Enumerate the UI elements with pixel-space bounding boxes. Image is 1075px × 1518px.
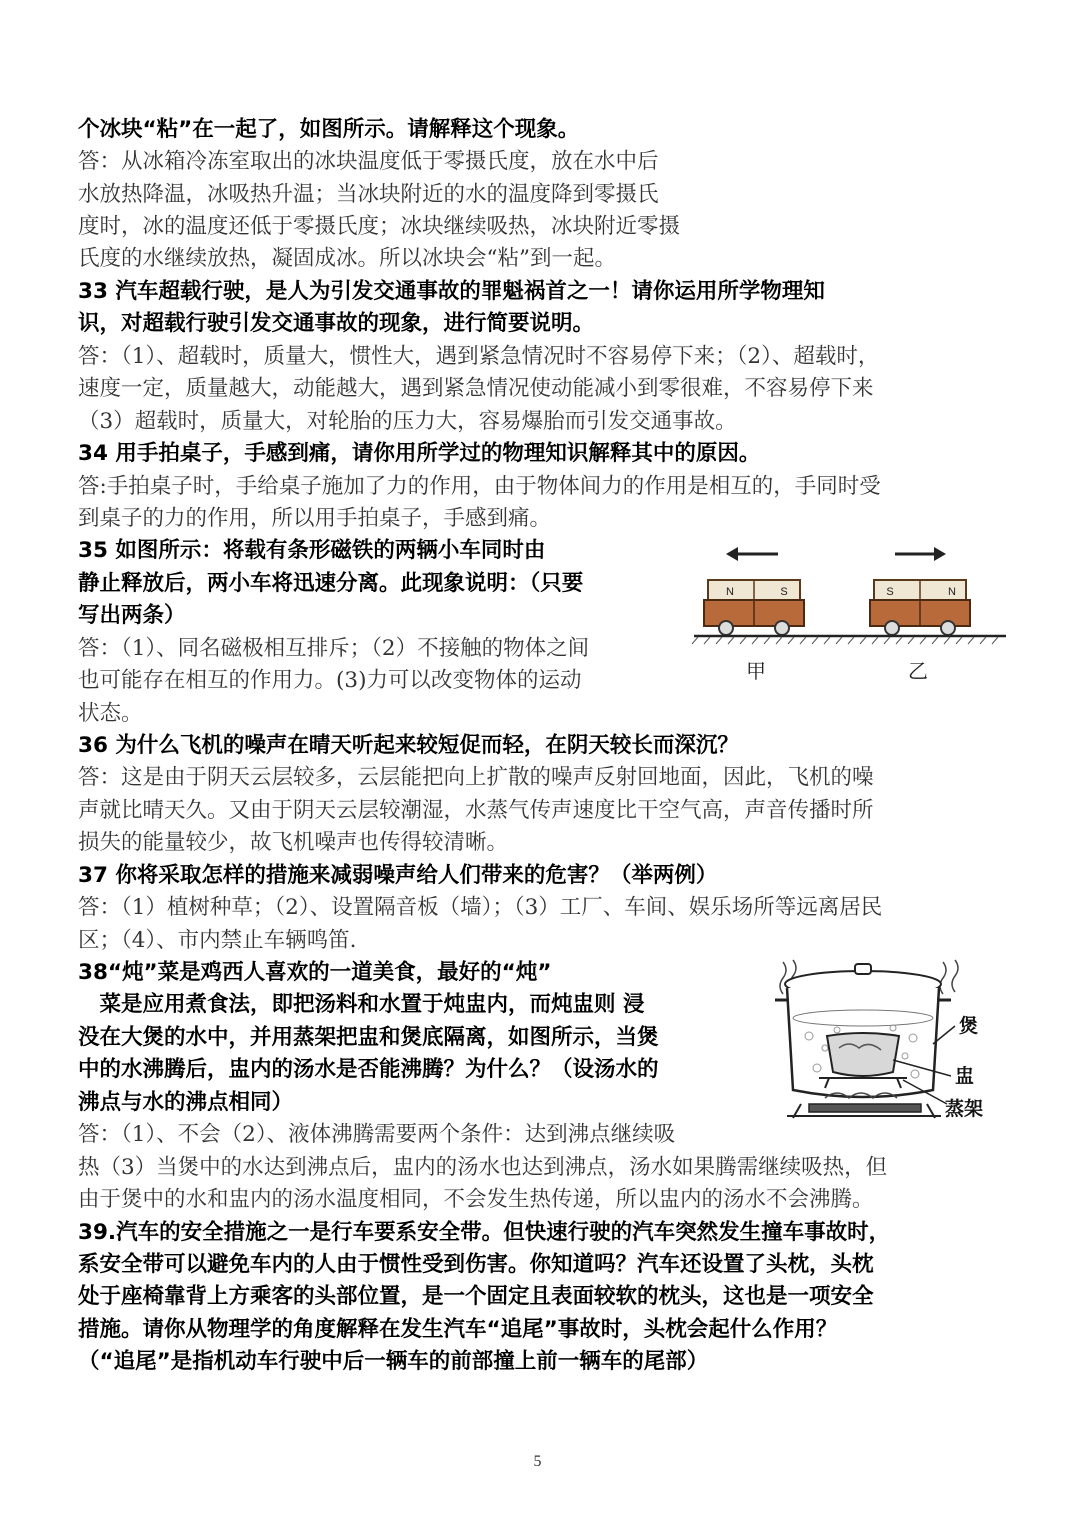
- arrow-right-icon: [895, 547, 946, 561]
- text-line: 静止释放后，两小车将迅速分离。此现象说明：（只要: [78, 571, 584, 596]
- magnet-pole: S: [886, 586, 894, 598]
- label-bao: 煲: [959, 1015, 979, 1037]
- text-line: 区；（4）、市内禁止车辆鸣笛.: [78, 928, 357, 953]
- text-line: 答：从冰箱冷冻室取出的冰块温度低于零摄氏度，放在水中后: [78, 149, 659, 174]
- text-line: 写出两条）: [78, 603, 186, 628]
- text-line: 没在大煲的水中，并用蒸架把盅和煲底隔离，如图所示，当煲: [78, 1025, 659, 1050]
- text-line: 39.汽车的安全措施之一是行车要系安全带。但快速行驶的汽车突然发生撞车事故时，: [78, 1220, 891, 1245]
- text-line: 到桌子的力的作用，所以用手拍桌子，手感到痛。: [78, 506, 552, 531]
- label-zhong: 盅: [955, 1065, 975, 1087]
- stew-pot-figure: [765, 952, 997, 1127]
- inner-bowl: [827, 1033, 899, 1076]
- text-line: 氏度的水继续放热，凝固成冰。所以冰块会“粘”到一起。: [78, 246, 616, 271]
- text-line: 答：（1）植树种草；（2）、设置隔音板（墙）；（3）工厂、车间、娱乐场所等远离居民: [78, 895, 883, 920]
- text-line: 速度一定，质量越大，动能越大，遇到紧急情况使动能减小到零很难，不容易停下来: [78, 376, 874, 401]
- text-line: 答：这是由于阴天云层较多，云层能把向上扩散的噪声反射回地面，因此，飞机的噪: [78, 765, 874, 790]
- text-line: 也可能存在相互的作用力。(3)力可以改变物体的运动: [78, 668, 582, 693]
- label-zhengjia: 蒸架: [945, 1098, 984, 1120]
- cart-right: [870, 580, 970, 635]
- text-line: 33 汽车超载行驶，是人为引发交通事故的罪魁祸首之一！请你运用所学物理知: [78, 279, 825, 304]
- text-line: 36 为什么飞机的噪声在晴天听起来较短促而轻，在阴天较长而深沉？: [78, 733, 739, 758]
- label-yi: 乙: [908, 659, 928, 683]
- text-line: 答:手拍桌子时，手给桌子施加了力的作用，由于物体间力的作用是相互的，手同时受: [78, 474, 881, 499]
- text-line: 35 如图所示：将载有条形磁铁的两辆小车同时由: [78, 538, 546, 563]
- text-line: 声就比晴天久。又由于阴天云层较潮湿，水蒸气传声速度比干空气高，声音传播时所: [78, 798, 874, 823]
- text-line: 答：（1）、同名磁极相互排斥；（2）不接触的物体之间: [78, 636, 590, 661]
- text-line: 热（3）当煲中的水达到沸点后，盅内的汤水也达到沸点，汤水如果腾需继续吸热，但: [78, 1155, 888, 1180]
- text-line: 个冰块“粘”在一起了，如图所示。请解释这个现象。: [78, 117, 580, 142]
- text-line: 度时，冰的温度还低于零摄氏度；冰块继续吸热，冰块附近零摄: [78, 214, 681, 239]
- cart-left: [704, 580, 804, 635]
- magnet-pole: N: [948, 586, 956, 598]
- text-line: 菜是应用煮食法，即把汤料和水置于炖盅内，而炖盅则 浸: [78, 992, 645, 1017]
- text-line: 中的水沸腾后，盅内的汤水是否能沸腾？为什么？（设汤水的: [78, 1057, 659, 1082]
- text-line: 措施。请你从物理学的角度解释在发生汽车“追尾”事故时，头枕会起什么作用？: [78, 1317, 838, 1342]
- magnet-carts-figure: [690, 530, 1010, 690]
- text-line: 损失的能量较少，故飞机噪声也传得较清晰。: [78, 830, 509, 855]
- text-line: 34 用手拍桌子，手感到痛，请你用所学过的物理知识解释其中的原因。: [78, 441, 761, 466]
- magnet-pole: S: [780, 586, 788, 598]
- text-line: 系安全带可以避免车内的人由于惯性受到伤害。你知道吗？汽车还设置了头枕，头枕: [78, 1252, 874, 1277]
- text-line: 38“炖”菜是鸡西人喜欢的一道美食，最好的“炖”: [78, 960, 552, 985]
- text-line: 水放热降温，冰吸热升温；当冰块附近的水的温度降到零摄氏: [78, 182, 659, 207]
- text-line: （“追尾”是指机动车行驶中后一辆车的前部撞上前一辆车的尾部）: [78, 1349, 709, 1374]
- arrow-left-icon: [726, 547, 778, 561]
- text-line: 状态。: [78, 701, 143, 726]
- text-line: 处于座椅靠背上方乘客的头部位置，是一个固定且表面较软的枕头，这也是一项安全: [78, 1284, 874, 1309]
- label-jia: 甲: [746, 659, 766, 683]
- text-line: 答：（1）、超载时，质量大，惯性大，遇到紧急情况时不容易停下来；（2）、超载时，: [78, 344, 880, 369]
- text-line: 37 你将采取怎样的措施来减弱噪声给人们带来的危害？（举两例）: [78, 863, 718, 888]
- text-line: （3）超载时，质量大，对轮胎的压力大，容易爆胎而引发交通事故。: [78, 409, 737, 434]
- text-line: 答：（1）、不会（2）、液体沸腾需要两个条件：达到沸点继续吸: [78, 1122, 676, 1147]
- text-line: 由于煲中的水和盅内的汤水温度相同，不会发生热传递，所以盅内的汤水不会沸腾。: [78, 1187, 874, 1212]
- text-line: 沸点与水的沸点相同）: [78, 1090, 294, 1115]
- magnet-pole: N: [726, 586, 734, 598]
- text-line: 识，对超载行驶引发交通事故的现象，进行简要说明。: [78, 311, 595, 336]
- ground-surface: [692, 636, 1006, 644]
- page-number: 5: [533, 1453, 542, 1470]
